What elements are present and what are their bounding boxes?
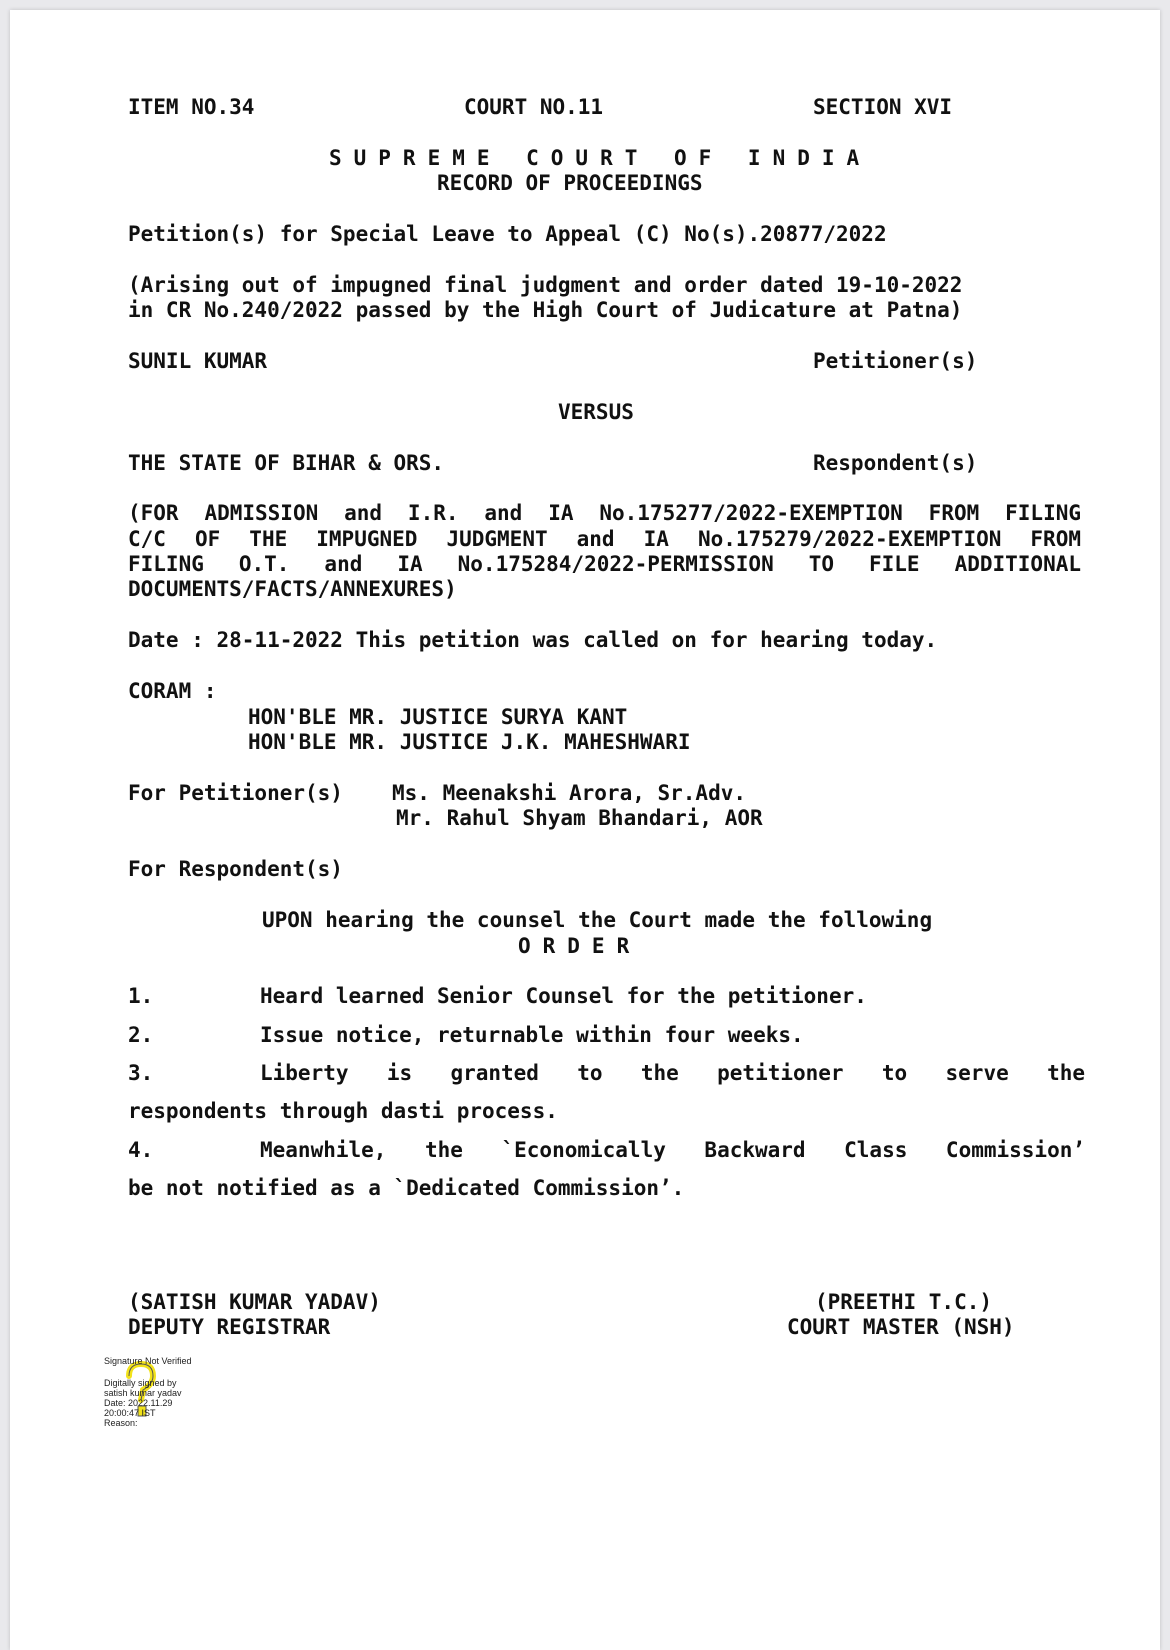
upon-hearing-text: UPON hearing the counsel the Court made the following: [262, 908, 933, 932]
coram-judge-2: HON'BLE MR. JUSTICE J.K. MAHESHWARI: [248, 730, 691, 754]
petition-number: Petition(s) for Special Leave to Appeal (C) No(s).20877/2022: [128, 222, 887, 246]
order-1-text: Heard learned Senior Counsel for the petitioner.: [260, 984, 867, 1008]
signature-signer: satish kumar yadav: [104, 1388, 182, 1398]
document-page: [10, 10, 1160, 1650]
versus-label: VERSUS: [558, 400, 634, 424]
section-label: SECTION XVI: [813, 95, 953, 119]
order-2-text: Issue notice, returnable within four weeks.: [260, 1023, 804, 1047]
signature-reason: Reason:: [104, 1418, 138, 1428]
order-3-text: Liberty is granted to the petitioner to serve the: [260, 1061, 1085, 1085]
coram-label: CORAM :: [128, 679, 217, 703]
item-number: ITEM NO.34: [128, 95, 255, 119]
admission-line-4: DOCUMENTS/FACTS/ANNEXURES): [128, 577, 457, 601]
right-signatory-name: (PREETHI T.C.): [815, 1290, 993, 1314]
order-3-number: 3.: [128, 1061, 154, 1085]
order-4-text: Meanwhile, the `Economically Backward Class Commission’: [260, 1138, 1085, 1162]
petitioner-counsel-2: Mr. Rahul Shyam Bhandari, AOR: [396, 806, 763, 830]
order-heading: ORDER: [518, 934, 642, 958]
signature-date: Date: 2022.11.29: [104, 1398, 173, 1408]
left-signatory-title: DEPUTY REGISTRAR: [128, 1315, 331, 1339]
order-1-number: 1.: [128, 984, 154, 1008]
document-title: SUPREME COURT OF INDIA: [329, 146, 872, 170]
admission-line-2: C/C OF THE IMPUGNED JUDGMENT and IA No.175279/2022-EXEMPTION FROM: [128, 527, 1081, 551]
signature-signed-by: Digitally signed by: [104, 1378, 177, 1388]
respondent-role: Respondent(s): [813, 451, 978, 475]
arising-line-1: (Arising out of impugned final judgment and order dated 19-10-2022: [128, 273, 963, 297]
order-3-continuation: respondents through dasti process.: [128, 1099, 558, 1123]
order-4-continuation: be not notified as a `Dedicated Commission’.: [128, 1176, 685, 1200]
signature-status: Signature Not Verified: [104, 1356, 192, 1366]
admission-line-3: FILING O.T. and IA No.175284/2022-PERMISSION TO FILE ADDITIONAL: [128, 552, 1081, 576]
left-signatory-name: (SATISH KUMAR YADAV): [128, 1290, 381, 1314]
arising-line-2: in CR No.240/2022 passed by the High Court of Judicature at Patna): [128, 298, 963, 322]
court-number: COURT NO.11: [464, 95, 604, 119]
hearing-date: Date : 28-11-2022 This petition was called on for hearing today.: [128, 628, 938, 652]
digital-signature-stamp: [104, 1356, 214, 1436]
admission-line-1: (FOR ADMISSION and I.R. and IA No.175277/2022-EXEMPTION FROM FILING: [128, 501, 1081, 525]
document-subtitle: RECORD OF PROCEEDINGS: [437, 171, 703, 195]
petitioner-counsel-1: Ms. Meenakshi Arora, Sr.Adv.: [392, 781, 747, 805]
coram-judge-1: HON'BLE MR. JUSTICE SURYA KANT: [248, 705, 628, 729]
order-4-number: 4.: [128, 1138, 154, 1162]
for-respondent-label: For Respondent(s): [128, 857, 343, 881]
for-petitioner-label: For Petitioner(s): [128, 781, 343, 805]
right-signatory-title: COURT MASTER (NSH): [787, 1315, 1015, 1339]
respondent-name: THE STATE OF BIHAR & ORS.: [128, 451, 445, 475]
petitioner-name: SUNIL KUMAR: [128, 349, 268, 373]
petitioner-role: Petitioner(s): [813, 349, 978, 373]
signature-time: 20:00:47 IST: [104, 1408, 156, 1418]
order-2-number: 2.: [128, 1023, 154, 1047]
